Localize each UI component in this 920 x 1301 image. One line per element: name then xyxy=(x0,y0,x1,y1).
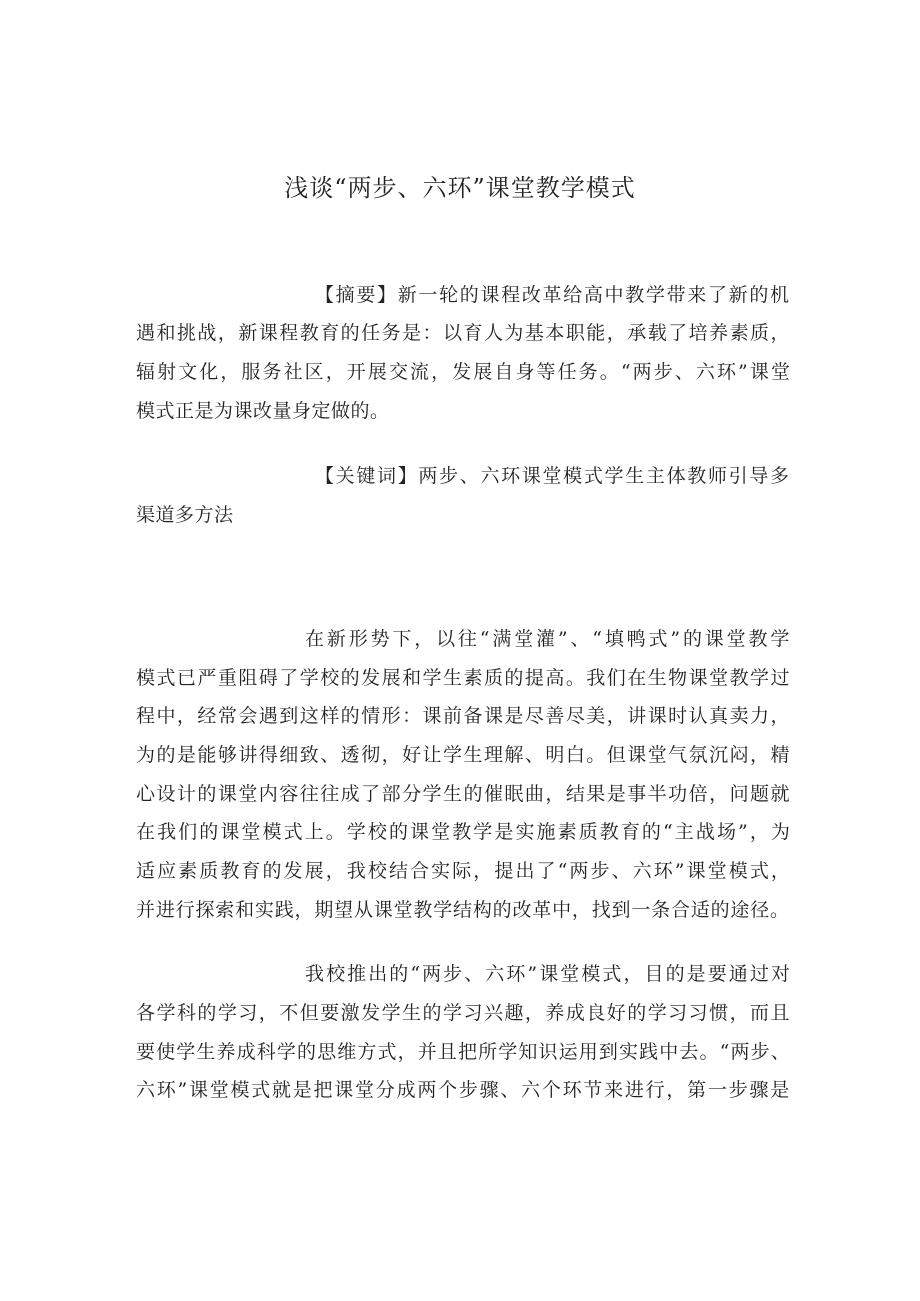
body-line: 模式已严重阻碍了学校的发展和学生素质的提高。我们在生物课堂教学过 xyxy=(136,667,791,689)
keywords-line: 【关键词】两步、六环课堂模式学生主体教师引导多 xyxy=(315,465,791,487)
keywords-line: 渠道多方法 xyxy=(136,504,234,526)
body-line: 在我们的课堂模式上。学校的课堂教学是实施素质教育的“主战场”，为 xyxy=(136,821,793,843)
body-line: 并进行探索和实践，期望从课堂教学结构的改革中，找到一条合适的途径。 xyxy=(136,899,790,921)
body-line: 在新形势下，以往“满堂灌”、“填鸭式”的课堂教学 xyxy=(305,628,793,650)
document-title: 浅谈“两步、六环”课堂教学模式 xyxy=(284,174,636,202)
body-line: 六环”课堂模式就是把课堂分成两个步骤、六个环节来进行，第一步骤是 xyxy=(136,1079,791,1101)
body-line: 为的是能够讲得细致、透彻，好让学生理解、明白。但课堂气氛沉闷，精 xyxy=(136,744,791,766)
body-line: 我校推出的“两步、六环”课堂模式，目的是要通过对 xyxy=(305,963,792,985)
body-line: 要使学生养成科学的思维方式，并且把所学知识运用到实践中去。“两步、 xyxy=(136,1041,791,1063)
body-line: 心设计的课堂内容往往成了部分学生的催眠曲，结果是事半功倍，问题就 xyxy=(136,783,791,805)
abstract-line: 【摘要】新一轮的课程改革给高中教学带来了新的机 xyxy=(315,284,791,306)
abstract-line: 模式正是为课改量身定做的。 xyxy=(136,400,390,422)
body-line: 各学科的学习，不但要激发学生的学习兴趣，养成良好的学习习惯，而且 xyxy=(136,1002,791,1024)
body-line: 程中，经常会遇到这样的情形：课前备课是尽善尽美，讲课时认真卖力， xyxy=(136,705,791,727)
abstract-line: 辐射文化，服务社区，开展交流，发展自身等任务。“两步、六环”课堂 xyxy=(136,361,793,383)
abstract-line: 遇和挑战，新课程教育的任务是：以育人为基本职能，承载了培养素质， xyxy=(136,322,791,344)
body-line: 适应素质教育的发展，我校结合实际，提出了“两步、六环”课堂模式， xyxy=(136,860,793,882)
